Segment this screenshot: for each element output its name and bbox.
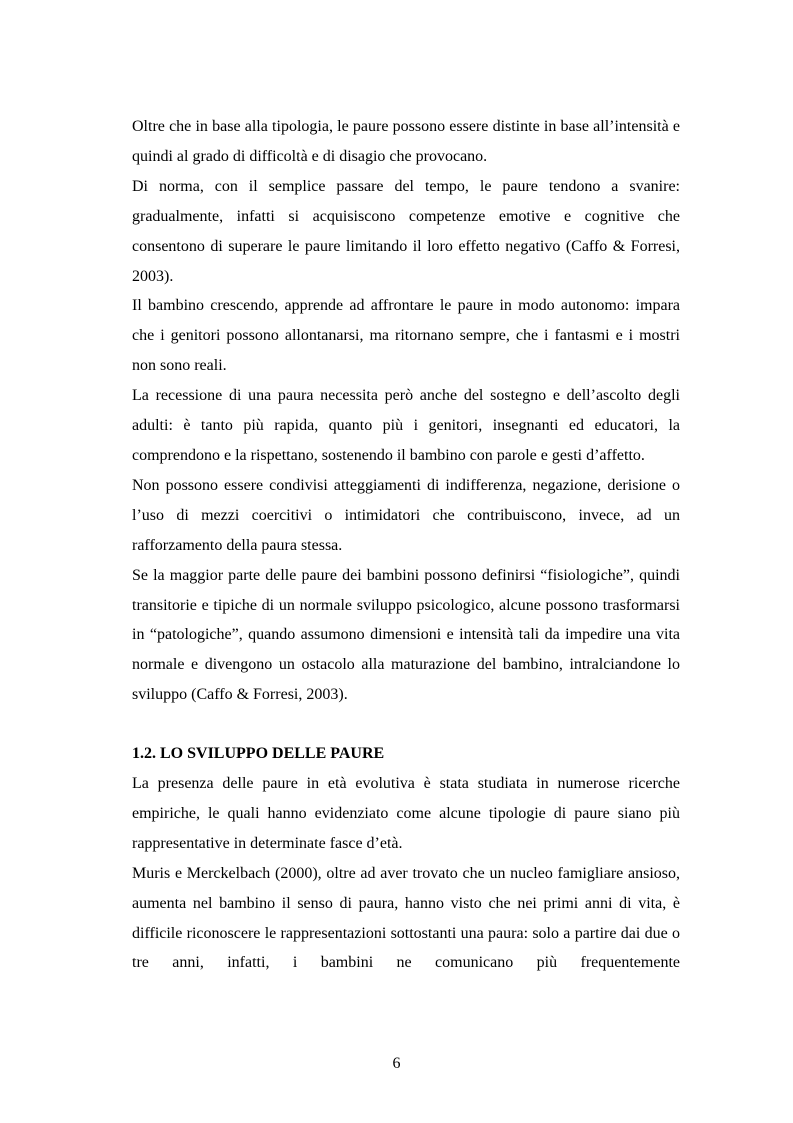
paragraph: Il bambino crescendo, apprende ad affrontare le paure in modo autonomo: impara che i genitori possono allontanarsi, ma ritornano sempre, che i fantasmi e i mostri non sono reali. <box>132 297 680 375</box>
paragraph: La recessione di una paura necessita però anche del sostegno e dell’ascolto degli adulti: è tanto più rapida, quanto più i genitori, insegnanti ed educatori, la comprendono e la rispettano, sostenendo il bambino con parole e gesti d’affetto. <box>132 387 680 464</box>
paragraph: Muris e Merckelbach (2000), oltre ad aver trovato che un nucleo famigliare ansioso, aumenta nel bambino il senso di paura, hanno visto che nei primi anni di vita, è difficile riconoscere le rappresentazioni sottostanti una paura: solo a partire dai due o tre anni, infatti, i bambini ne comunicano più frequentemente <box>132 864 680 972</box>
section-heading: 1.2. LO SVILUPPO DELLE PAURE <box>132 745 385 763</box>
paragraph: Non possono essere condivisi atteggiamenti di indifferenza, negazione, derisione o l’uso di mezzi coercitivi o intimidatori che contribuiscono, invece, ad un rafforzamento della paura stessa. <box>132 476 680 554</box>
paragraph: Di norma, con il semplice passare del tempo, le paure tendono a svanire: gradualmente, infatti si acquisiscono competenze emotive e cognitive che consentono di superare le paure limitando il loro effetto negativo (Caffo & Forresi, 2003). <box>132 177 680 285</box>
page-number: 6 <box>392 1055 401 1072</box>
paragraph: La presenza delle paure in età evolutiva è stata studiata in numerose ricerche empiriche, le quali hanno evidenziato come alcune tipologie di paure siano più rappresentative in determinate fasce d’età. <box>132 775 680 852</box>
paragraph: Se la maggior parte delle paure dei bambini possono definirsi “fisiologiche”, quindi transitorie e tipiche di un normale sviluppo psicologico, alcune possono trasformarsi in “patologiche”, quando assumono dimensioni e intensità tali da impedire una vita normale e divengono un ostacolo alla maturazione del bambino, intralciandone lo sviluppo (Caffo & Forresi, 2003). <box>132 566 680 704</box>
paragraph: Oltre che in base alla tipologia, le paure possono essere distinte in base all’intensità e quindi al grado di difficoltà e di disagio che provocano. <box>132 118 680 165</box>
body-text <box>132 112 680 978</box>
